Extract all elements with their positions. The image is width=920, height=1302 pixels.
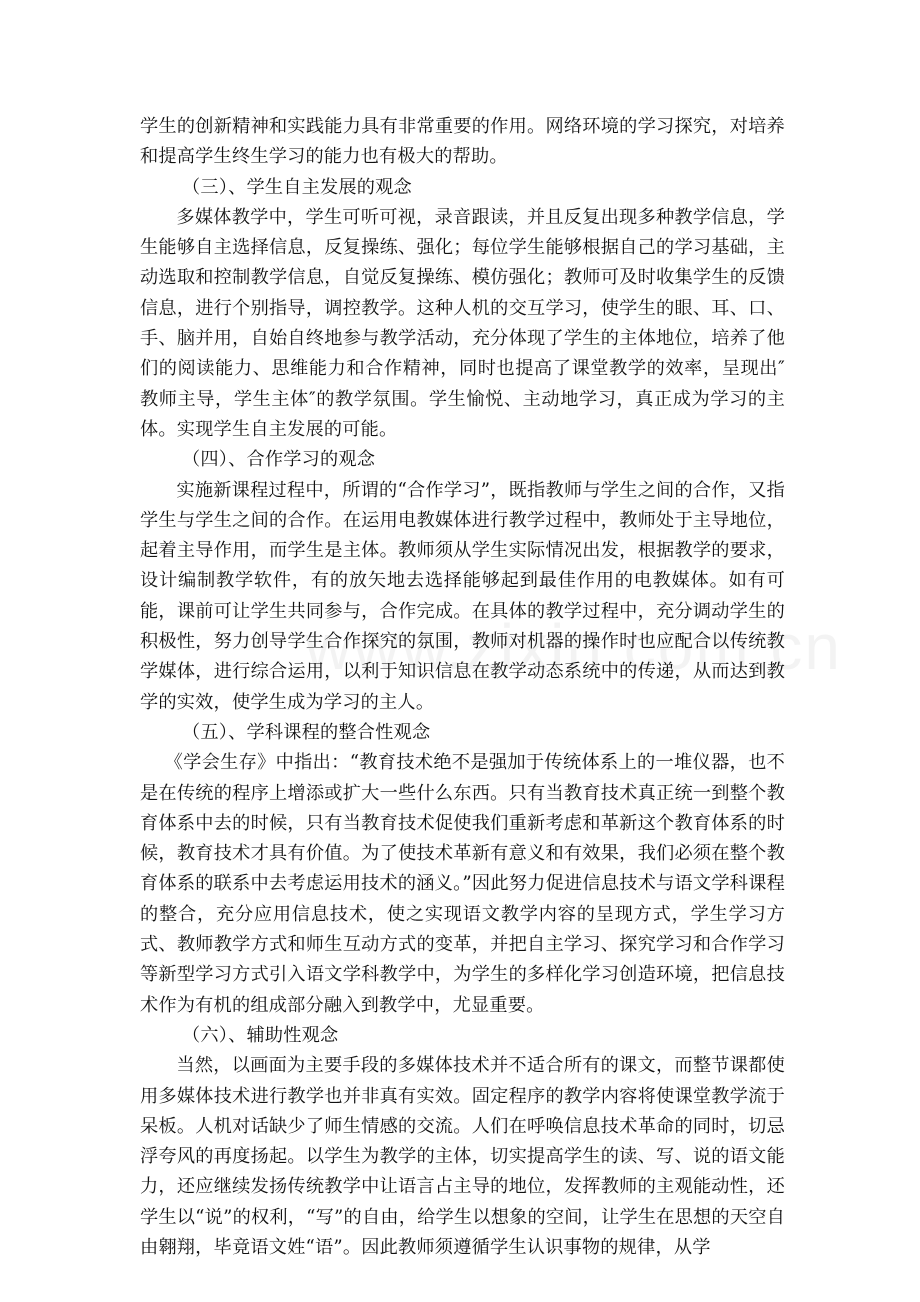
paragraph-section-3: 多媒体教学中，学生可听可视，录音跟读，并且反复出现多种教学信息，学生能够自主选择信息，反复操练、强化；每位学生能够根据自己的学习基础，主动选取和控制教学信息，自觉反复操练、模仿强化；教师可及时收集学生的反馈信息，进行个别指导，调控教学。这种人机的交互学习，使学生的眼、耳、口、手、脑并用，自始自终地参与教学活动，充分体现了学生的主体地位，培养了他们的阅读能力、思维能力和合作精神，同时也提高了课堂教学的效率，呈现出″教师主导，学生主体″的教学氛围。学生愉悦、主动地学习，真正成为学习的主体。实现学生自主发展的可能。 [140, 206, 785, 440]
section-heading-3: （三）、学生自主发展的观念 [182, 176, 412, 198]
section-heading-4: （四）、合作学习的观念 [182, 449, 376, 471]
document-page [140, 112, 785, 1263]
section-heading-6: （六）、辅助性观念 [182, 1024, 339, 1046]
paragraph-section-6: 当然，以画面为主要手段的多媒体技术并不适合所有的课文，而整节课都使用多媒体技术进行教学也并非真有实效。固定程序的教学内容将使课堂教学流于呆板。人机对话缺少了师生情感的交流。人们在呼唤信息技术革命的同时，切忌浮夸风的再度扬起。以学生为教学的主体，切实提高学生的读、写、说的语文能力，还应继续发扬传统教学中让语言占主导的地位，发挥教师的主观能动性，还学生以“说”的权利，“写”的自由，给学生以想象的空间，让学生在思想的天空自由翱翔，毕竟语文姓“语”。因此教师须遵循学生认识事物的规律，从学 [140, 1055, 785, 1258]
paragraph-section-5: 《学会生存》中指出：“教育技术绝不是强加于传统体系上的一堆仪器，也不是在传统的程序上增添或扩大一些什么东西。只有当教育技术真正统一到整个教育体系中去的时候，只有当教育技术促使我们重新考虑和革新这个教育体系的时候，教育技术才具有价值。为了使技术革新有意义和有效果，我们必须在整个教育体系的联系中去考虑运用技术的涵义。”因此努力促进信息技术与语文学科课程的整合，充分应用信息技术，使之实现语文教学内容的呈现方式，学生学习方式、教师教学方式和师生互动方式的变革，并把自主学习、探究学习和合作学习等新型学习方式引入语文学科教学中，为学生的多样化学习创造环境，把信息技术作为有机的组成部分融入到教学中，尤显重要。 [140, 752, 785, 1016]
section-heading-5: （五）、学科课程的整合性观念 [182, 721, 431, 743]
paragraph-section-4: 实施新课程过程中，所谓的“合作学习”，既指教师与学生之间的合作，又指学生与学生之间的合作。在运用电教媒体进行教学过程中，教师处于主导地位，起着主导作用，而学生是主体。教师须从学生实际情况出发，根据教学的要求，设计编制教学软件，有的放矢地去选择能够起到最佳作用的电教媒体。如有可能，课前可让学生共同参与，合作完成。在具体的教学过程中，充分调动学生的积极性，努力创导学生合作探究的氛围，教师对机器的操作时也应配合以传统教学媒体，进行综合运用，以利于知识信息在教学动态系统中的传递，从而达到教学的实效，使学生成为学习的主人。 [140, 479, 785, 713]
paragraph-intro-continuation: 学生的创新精神和实践能力具有非常重要的作用。网络环境的学习探究，对培养和提高学生终生学习的能力也有极大的帮助。 [140, 116, 785, 168]
